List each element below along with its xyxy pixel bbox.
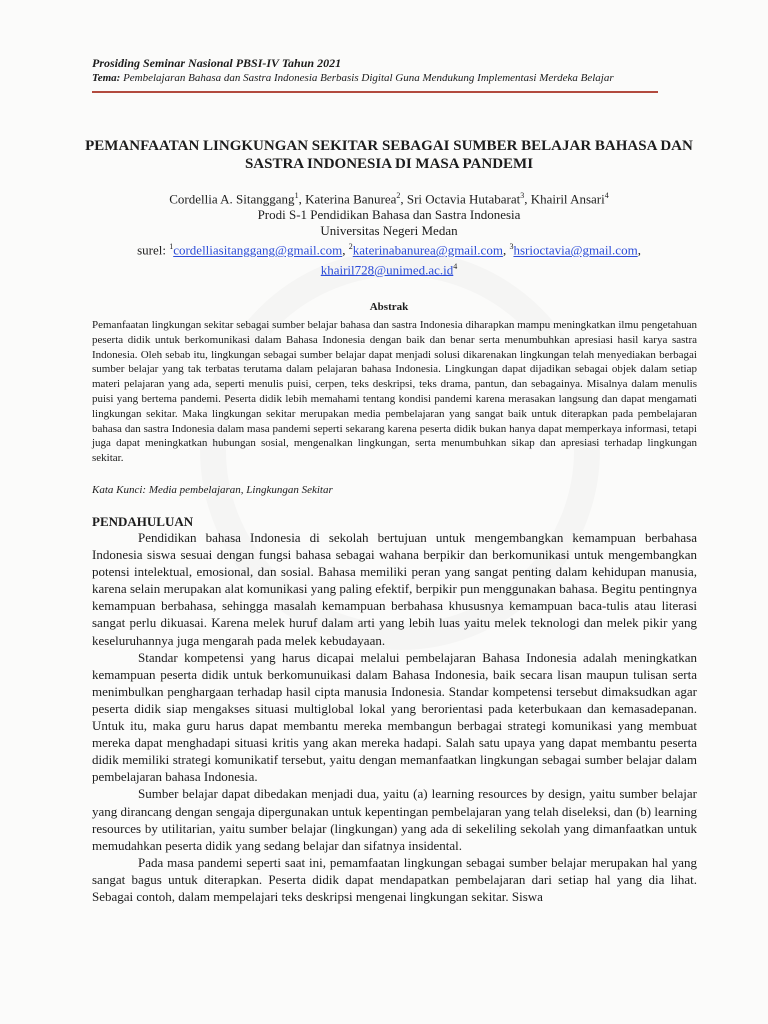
email-link[interactable]: hsrioctavia@gmail.com bbox=[513, 242, 638, 258]
email-link[interactable]: khairil728@unimed.ac.id bbox=[320, 261, 454, 277]
header-rule bbox=[92, 91, 658, 93]
email-index: 2 bbox=[348, 242, 353, 252]
author-index: 4 bbox=[604, 191, 609, 200]
email-index: 1 bbox=[169, 242, 174, 252]
paper-title: PEMANFAATAN LINGKUNGAN SEKITAR SEBAGAI SUMBER BELAJAR BAHASA DAN SASTRA INDONESIA DI MASA PANDEMI bbox=[85, 138, 693, 172]
journal-theme bbox=[92, 71, 658, 86]
email-line-2 bbox=[80, 259, 698, 278]
section-body bbox=[92, 529, 697, 905]
abstract-heading: Abstrak bbox=[369, 301, 409, 313]
theme-text: Pembelajaran Bahasa dan Sastra Indonesia Berbasis Digital Guna Mendukung Implementasi Merdeka Belajar bbox=[123, 72, 614, 84]
keywords: Kata Kunci: Media pembelajaran, Lingkungan Sekitar bbox=[92, 484, 333, 496]
paragraph: Pendidikan bahasa Indonesia di sekolah bertujuan untuk mengembangkan kemampuan berbahasa Indonesia siswa sesuai dengan fungsi bahasa sebagai wahana berpikir dan berkomunikasi untuk mengembangkan potensi intelektual, emosional, dan sosial. Bahasa memiliki peran yang sangat penting dalam kehidupan manusia, karena selain merupakan alat komunikasi yang paling efektif, berpikir pun menggunakan bahasa. Begitu pentingnya kemampuan berbahasa, sehingga masalah kemampuan berbahasa khususnya kemampuan baca-tulis atau literasi sangat perlu dikuasai. Karena melek huruf dalam arti yang lebih luas yaitu melek teknologi dan melek pikir yang keseluruhannya juga mengarah pada melek kebudayaan. bbox=[92, 530, 697, 648]
email-index: 4 bbox=[453, 261, 458, 271]
paragraph: Pada masa pandemi seperti saat ini, pemamfaatan lingkungan sebagai sumber belajar merupakan hal yang sangat bagus untuk diterapkan. Peserta didik dapat mendapatkan pembelajaran dari setiap hal yang dia lihat. Sebagai contoh, dalam mempelajari teks deskripsi mengenai lingkungan sekitar. Siswa bbox=[92, 854, 697, 904]
author-index: 2 bbox=[396, 191, 401, 200]
paragraph: Standar kompetensi yang harus dicapai melalui pembelajaran Bahasa Indonesia adalah meningkatkan kemampuan peserta didik untuk berkomunuikasi dalam Bahasa Indonesia, baik secara lisan maupun tulisan serta menimbulkan penghargaan terhadap hasil cipta manusia Indonesia. Standar kompetensi tersebut dimaksudkan agar peserta didik siap mengakses situasi multiglobal lokal yang berorientasi pada keterbukaan dan kemasadepanan. Untuk itu, maka guru harus dapat membantu mereka membangun berbagai strategi komunikasi yang membuat mereka dapat menghadapi situasi kritis yang akan mereka hadapi. Salah satu upaya yang dapat membantu peserta didik memiliki strategi komunikatif tersebut, yaitu dengan memanfaatkan lingkungan sebagai sumber belajar dalam pembelajaran bahasa Indonesia. bbox=[92, 649, 697, 785]
author-index: 1 bbox=[294, 191, 299, 200]
author-name: Cordellia A. Sitanggang bbox=[169, 191, 295, 207]
email-link[interactable]: cordelliasitanggang@gmail.com bbox=[173, 242, 343, 258]
email-line: surel: $^1$cordelliasitanggang@gmail.com, $^2$katerinabanurea@gmail.com, $^3$hsrioctavia@gmail.com, bbox=[137, 242, 641, 258]
email-link[interactable]: katerinabanurea@gmail.com bbox=[352, 242, 503, 258]
author-index: 3 bbox=[520, 191, 525, 200]
email-index: 3 bbox=[509, 242, 514, 252]
abstract-text: Pemanfaatan lingkungan sekitar sebagai sumber belajar bahasa dan sastra Indonesia diharapkan mampu meningkatkan ilmu pengetahuan peserta didik untuk berkomunikasi dalam Bahasa Indonesia dengan baik dan benar serta menumbuhkan apresiasi hasil karya sastra Indonesia. Oleh sebab itu, lingkungan sebagai sumber belajar dapat menjadi solusi dikarenakan lingkungan telah menyediakan berbagai sumber belajar yang tak terbatas terutama dalam pelajaran bahasa Indonesia. Lingkungan dapat dijadikan sebagai objek dalam setiap materi pelajaran yang ada, seperti menulis puisi, cerpen, teks deskripsi, teks drama, pantun, dan sebagainya. Misalnya dalam menulis puisi yang bertema pandemi. Peserta didik lebih memahami tentang kondisi pandemi karena merasakan langsung dan dapat mengamati lingkungan sekitar. Maka lingkungan sekitar merupakan media pembelajaran yang sangat baik untuk diterapkan pada pembelajaran bahasa dan sastra Indonesia dalam masa pandemi seperti sekarang karena peserta didik bukan hanya dapat memperkaya informasi, tetapi juga dapat meningkatkan hubungan sosial, mengenalkan lingkungan, serta menumbuhkan sikap dan apresiasi terhadap lingkungan sekitar. bbox=[92, 319, 697, 465]
university: Universitas Negeri Medan bbox=[320, 223, 458, 239]
paragraph: Sumber belajar dapat dibedakan menjadi dua, yaitu (a) learning resources by design, yaitu sumber belajar yang dirancang dengan sengaja dipergunakan untuk kepentingan pembelajaran yang telah diseleksi, dan (b) learning resources by utilitarian, yaitu sumber belajar (lingkungan) yang ada di sekeliling sekolah yang dimanfaatkan untuk memudahkan peserta didik yang sedang belajar dan sifatnya insidental. bbox=[92, 786, 697, 853]
affiliation: Prodi S-1 Pendidikan Bahasa dan Sastra Indonesia bbox=[257, 207, 521, 223]
author-block bbox=[80, 188, 698, 278]
author-names: Cordellia A. Sitanggang$^1$, Katerina Banurea$^2$, Sri Octavia Hutabarat$^3$, Khairil Ansari$^4$ bbox=[169, 191, 609, 207]
section-heading: PENDAHULUAN bbox=[92, 514, 194, 529]
author-name: Katerina Banurea bbox=[305, 191, 397, 207]
journal-name: Prosiding Seminar Nasional PBSI-IV Tahun 2021 bbox=[92, 56, 342, 70]
author-name: Khairil Ansari bbox=[530, 191, 605, 207]
theme-label: Tema: bbox=[92, 72, 121, 84]
journal-header bbox=[92, 56, 658, 86]
email-label: surel: bbox=[137, 242, 166, 258]
author-name: Sri Octavia Hutabarat bbox=[406, 191, 521, 207]
